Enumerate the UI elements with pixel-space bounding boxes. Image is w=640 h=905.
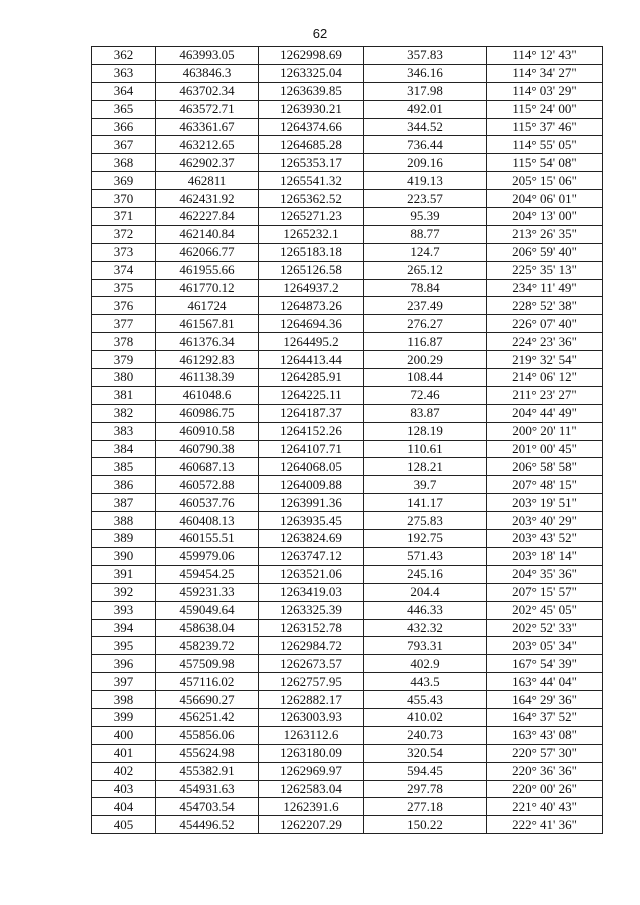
bearing-cell: 114° 34' 27" — [487, 64, 603, 82]
point-number-cell: 374 — [92, 261, 156, 279]
table-row — [92, 637, 603, 655]
table-row — [92, 673, 603, 691]
point-number-cell: 380 — [92, 369, 156, 387]
bearing-cell: 213° 26' 35" — [487, 225, 603, 243]
table-row — [92, 655, 603, 673]
y-coordinate-cell: 1262583.04 — [259, 780, 364, 798]
table-row — [92, 333, 603, 351]
distance-cell: 344.52 — [364, 118, 487, 136]
distance-cell: 736.44 — [364, 136, 487, 154]
x-coordinate-cell: 456251.42 — [156, 708, 259, 726]
point-number-cell: 367 — [92, 136, 156, 154]
x-coordinate-cell: 457116.02 — [156, 673, 259, 691]
bearing-cell: 226° 07' 40" — [487, 315, 603, 333]
point-number-cell: 402 — [92, 762, 156, 780]
distance-cell: 419.13 — [364, 172, 487, 190]
bearing-cell: 203° 18' 14" — [487, 547, 603, 565]
y-coordinate-cell: 1263824.69 — [259, 530, 364, 548]
table-row — [92, 261, 603, 279]
distance-cell: 346.16 — [364, 64, 487, 82]
bearing-cell: 167° 54' 39" — [487, 655, 603, 673]
y-coordinate-cell: 1263747.12 — [259, 547, 364, 565]
x-coordinate-cell: 461048.6 — [156, 386, 259, 404]
bearing-cell: 115° 37' 46" — [487, 118, 603, 136]
bearing-cell: 164° 37' 52" — [487, 708, 603, 726]
x-coordinate-cell: 461138.39 — [156, 369, 259, 387]
x-coordinate-cell: 462902.37 — [156, 154, 259, 172]
bearing-cell: 204° 06' 01" — [487, 190, 603, 208]
distance-cell: 492.01 — [364, 100, 487, 118]
distance-cell: 95.39 — [364, 208, 487, 226]
bearing-cell: 219° 32' 54" — [487, 351, 603, 369]
table-row — [92, 297, 603, 315]
y-coordinate-cell: 1264187.37 — [259, 404, 364, 422]
point-number-cell: 404 — [92, 798, 156, 816]
point-number-cell: 370 — [92, 190, 156, 208]
bearing-cell: 228° 52' 38" — [487, 297, 603, 315]
distance-cell: 357.83 — [364, 47, 487, 65]
y-coordinate-cell: 1262207.29 — [259, 816, 364, 834]
table-row — [92, 82, 603, 100]
y-coordinate-cell: 1265271.23 — [259, 208, 364, 226]
table-row — [92, 315, 603, 333]
point-number-cell: 362 — [92, 47, 156, 65]
y-coordinate-cell: 1262969.97 — [259, 762, 364, 780]
point-number-cell: 387 — [92, 494, 156, 512]
point-number-cell: 365 — [92, 100, 156, 118]
y-coordinate-cell: 1263003.93 — [259, 708, 364, 726]
point-number-cell: 400 — [92, 726, 156, 744]
x-coordinate-cell: 463993.05 — [156, 47, 259, 65]
point-number-cell: 397 — [92, 673, 156, 691]
bearing-cell: 221° 40' 43" — [487, 798, 603, 816]
point-number-cell: 377 — [92, 315, 156, 333]
y-coordinate-cell: 1263930.21 — [259, 100, 364, 118]
y-coordinate-cell: 1264285.91 — [259, 369, 364, 387]
table-row — [92, 64, 603, 82]
x-coordinate-cell: 463572.71 — [156, 100, 259, 118]
table-row — [92, 422, 603, 440]
y-coordinate-cell: 1265541.32 — [259, 172, 364, 190]
point-number-cell: 366 — [92, 118, 156, 136]
x-coordinate-cell: 454703.54 — [156, 798, 259, 816]
table-row — [92, 547, 603, 565]
distance-cell: 116.87 — [364, 333, 487, 351]
y-coordinate-cell: 1262391.6 — [259, 798, 364, 816]
point-number-cell: 389 — [92, 530, 156, 548]
table-row — [92, 100, 603, 118]
y-coordinate-cell: 1265126.58 — [259, 261, 364, 279]
point-number-cell: 391 — [92, 565, 156, 583]
table-row — [92, 744, 603, 762]
y-coordinate-cell: 1264107.71 — [259, 440, 364, 458]
distance-cell: 150.22 — [364, 816, 487, 834]
y-coordinate-cell: 1265183.18 — [259, 243, 364, 261]
x-coordinate-cell: 458638.04 — [156, 619, 259, 637]
x-coordinate-cell: 461955.66 — [156, 261, 259, 279]
bearing-cell: 115° 24' 00" — [487, 100, 603, 118]
point-number-cell: 376 — [92, 297, 156, 315]
x-coordinate-cell: 458239.72 — [156, 637, 259, 655]
y-coordinate-cell: 1263180.09 — [259, 744, 364, 762]
table-row — [92, 404, 603, 422]
table-row — [92, 369, 603, 387]
page-number: 62 — [312, 26, 328, 41]
bearing-cell: 163° 44' 04" — [487, 673, 603, 691]
distance-cell: 192.75 — [364, 530, 487, 548]
bearing-cell: 220° 57' 30" — [487, 744, 603, 762]
x-coordinate-cell: 460408.13 — [156, 512, 259, 530]
y-coordinate-cell: 1264152.26 — [259, 422, 364, 440]
point-number-cell: 396 — [92, 655, 156, 673]
point-number-cell: 371 — [92, 208, 156, 226]
distance-cell: 110.61 — [364, 440, 487, 458]
bearing-cell: 203° 40' 29" — [487, 512, 603, 530]
point-number-cell: 388 — [92, 512, 156, 530]
x-coordinate-cell: 460910.58 — [156, 422, 259, 440]
y-coordinate-cell: 1264937.2 — [259, 279, 364, 297]
bearing-cell: 203° 19' 51" — [487, 494, 603, 512]
y-coordinate-cell: 1263419.03 — [259, 583, 364, 601]
bearing-cell: 204° 13' 00" — [487, 208, 603, 226]
point-number-cell: 405 — [92, 816, 156, 834]
bearing-cell: 224° 23' 36" — [487, 333, 603, 351]
table-row — [92, 172, 603, 190]
table-row — [92, 619, 603, 637]
y-coordinate-cell: 1262757.95 — [259, 673, 364, 691]
point-number-cell: 369 — [92, 172, 156, 190]
table-row — [92, 762, 603, 780]
table-row — [92, 243, 603, 261]
table-row — [92, 118, 603, 136]
distance-cell: 88.77 — [364, 225, 487, 243]
y-coordinate-cell: 1264694.36 — [259, 315, 364, 333]
y-coordinate-cell: 1263152.78 — [259, 619, 364, 637]
table-row — [92, 512, 603, 530]
distance-cell: 245.16 — [364, 565, 487, 583]
bearing-cell: 214° 06' 12" — [487, 369, 603, 387]
bearing-cell: 220° 36' 36" — [487, 762, 603, 780]
table-row — [92, 494, 603, 512]
distance-cell: 141.17 — [364, 494, 487, 512]
distance-cell: 83.87 — [364, 404, 487, 422]
x-coordinate-cell: 460790.38 — [156, 440, 259, 458]
x-coordinate-cell: 463702.34 — [156, 82, 259, 100]
point-number-cell: 390 — [92, 547, 156, 565]
bearing-cell: 204° 35' 36" — [487, 565, 603, 583]
x-coordinate-cell: 455856.06 — [156, 726, 259, 744]
point-number-cell: 392 — [92, 583, 156, 601]
y-coordinate-cell: 1264009.88 — [259, 476, 364, 494]
x-coordinate-cell: 463846.3 — [156, 64, 259, 82]
point-number-cell: 383 — [92, 422, 156, 440]
x-coordinate-cell: 462066.77 — [156, 243, 259, 261]
y-coordinate-cell: 1265232.1 — [259, 225, 364, 243]
distance-cell: 78.84 — [364, 279, 487, 297]
distance-cell: 320.54 — [364, 744, 487, 762]
table-row — [92, 726, 603, 744]
table-row — [92, 691, 603, 709]
table-row — [92, 476, 603, 494]
x-coordinate-cell: 460687.13 — [156, 458, 259, 476]
distance-cell: 594.45 — [364, 762, 487, 780]
x-coordinate-cell: 460537.76 — [156, 494, 259, 512]
bearing-cell: 202° 52' 33" — [487, 619, 603, 637]
distance-cell: 402.9 — [364, 655, 487, 673]
x-coordinate-cell: 460986.75 — [156, 404, 259, 422]
x-coordinate-cell: 457509.98 — [156, 655, 259, 673]
distance-cell: 39.7 — [364, 476, 487, 494]
distance-cell: 317.98 — [364, 82, 487, 100]
table-row — [92, 440, 603, 458]
distance-cell: 108.44 — [364, 369, 487, 387]
x-coordinate-cell: 454496.52 — [156, 816, 259, 834]
bearing-cell: 203° 43' 52" — [487, 530, 603, 548]
bearing-cell: 114° 12' 43" — [487, 47, 603, 65]
bearing-cell: 163° 43' 08" — [487, 726, 603, 744]
coordinates-table — [91, 46, 603, 834]
table-row — [92, 458, 603, 476]
x-coordinate-cell: 459049.64 — [156, 601, 259, 619]
point-number-cell: 364 — [92, 82, 156, 100]
table-row — [92, 351, 603, 369]
y-coordinate-cell: 1264374.66 — [259, 118, 364, 136]
distance-cell: 124.7 — [364, 243, 487, 261]
point-number-cell: 401 — [92, 744, 156, 762]
distance-cell: 128.21 — [364, 458, 487, 476]
y-coordinate-cell: 1263521.06 — [259, 565, 364, 583]
bearing-cell: 201° 00' 45" — [487, 440, 603, 458]
distance-cell: 410.02 — [364, 708, 487, 726]
table-row — [92, 154, 603, 172]
bearing-cell: 222° 41' 36" — [487, 816, 603, 834]
y-coordinate-cell: 1265353.17 — [259, 154, 364, 172]
bearing-cell: 207° 48' 15" — [487, 476, 603, 494]
distance-cell: 277.18 — [364, 798, 487, 816]
table-row — [92, 279, 603, 297]
y-coordinate-cell: 1263325.39 — [259, 601, 364, 619]
table-row — [92, 47, 603, 65]
distance-cell: 223.57 — [364, 190, 487, 208]
distance-cell: 275.83 — [364, 512, 487, 530]
y-coordinate-cell: 1264225.11 — [259, 386, 364, 404]
x-coordinate-cell: 459454.25 — [156, 565, 259, 583]
x-coordinate-cell: 459979.06 — [156, 547, 259, 565]
x-coordinate-cell: 459231.33 — [156, 583, 259, 601]
table-row — [92, 816, 603, 834]
y-coordinate-cell: 1263325.04 — [259, 64, 364, 82]
bearing-cell: 211° 23' 27" — [487, 386, 603, 404]
distance-cell: 265.12 — [364, 261, 487, 279]
table-row — [92, 190, 603, 208]
y-coordinate-cell: 1263991.36 — [259, 494, 364, 512]
x-coordinate-cell: 455382.91 — [156, 762, 259, 780]
point-number-cell: 399 — [92, 708, 156, 726]
bearing-cell: 200° 20' 11" — [487, 422, 603, 440]
point-number-cell: 395 — [92, 637, 156, 655]
distance-cell: 276.27 — [364, 315, 487, 333]
point-number-cell: 381 — [92, 386, 156, 404]
x-coordinate-cell: 455624.98 — [156, 744, 259, 762]
table-row — [92, 386, 603, 404]
distance-cell: 200.29 — [364, 351, 487, 369]
table-row — [92, 601, 603, 619]
bearing-cell: 204° 44' 49" — [487, 404, 603, 422]
bearing-cell: 203° 05' 34" — [487, 637, 603, 655]
y-coordinate-cell: 1262998.69 — [259, 47, 364, 65]
y-coordinate-cell: 1264873.26 — [259, 297, 364, 315]
distance-cell: 443.5 — [364, 673, 487, 691]
distance-cell: 240.73 — [364, 726, 487, 744]
distance-cell: 432.32 — [364, 619, 487, 637]
distance-cell: 209.16 — [364, 154, 487, 172]
x-coordinate-cell: 462140.84 — [156, 225, 259, 243]
table-row — [92, 708, 603, 726]
y-coordinate-cell: 1263112.6 — [259, 726, 364, 744]
x-coordinate-cell: 454931.63 — [156, 780, 259, 798]
y-coordinate-cell: 1264413.44 — [259, 351, 364, 369]
bearing-cell: 207° 15' 57" — [487, 583, 603, 601]
point-number-cell: 375 — [92, 279, 156, 297]
bearing-cell: 164° 29' 36" — [487, 691, 603, 709]
bearing-cell: 206° 59' 40" — [487, 243, 603, 261]
y-coordinate-cell: 1262984.72 — [259, 637, 364, 655]
coordinates-table-body — [92, 47, 603, 834]
table-row — [92, 780, 603, 798]
distance-cell: 446.33 — [364, 601, 487, 619]
point-number-cell: 372 — [92, 225, 156, 243]
bearing-cell: 225° 35' 13" — [487, 261, 603, 279]
point-number-cell: 382 — [92, 404, 156, 422]
distance-cell: 571.43 — [364, 547, 487, 565]
x-coordinate-cell: 461724 — [156, 297, 259, 315]
table-row — [92, 208, 603, 226]
y-coordinate-cell: 1263935.45 — [259, 512, 364, 530]
point-number-cell: 368 — [92, 154, 156, 172]
point-number-cell: 393 — [92, 601, 156, 619]
point-number-cell: 363 — [92, 64, 156, 82]
table-row — [92, 225, 603, 243]
x-coordinate-cell: 461292.83 — [156, 351, 259, 369]
bearing-cell: 234° 11' 49" — [487, 279, 603, 297]
point-number-cell: 385 — [92, 458, 156, 476]
table-row — [92, 530, 603, 548]
bearing-cell: 205° 15' 06" — [487, 172, 603, 190]
y-coordinate-cell: 1265362.52 — [259, 190, 364, 208]
table-row — [92, 565, 603, 583]
y-coordinate-cell: 1264068.05 — [259, 458, 364, 476]
y-coordinate-cell: 1262882.17 — [259, 691, 364, 709]
point-number-cell: 384 — [92, 440, 156, 458]
table-row — [92, 583, 603, 601]
x-coordinate-cell: 463212.65 — [156, 136, 259, 154]
bearing-cell: 220° 00' 26" — [487, 780, 603, 798]
point-number-cell: 373 — [92, 243, 156, 261]
distance-cell: 128.19 — [364, 422, 487, 440]
point-number-cell: 386 — [92, 476, 156, 494]
table-row — [92, 798, 603, 816]
bearing-cell: 115° 54' 08" — [487, 154, 603, 172]
x-coordinate-cell: 463361.67 — [156, 118, 259, 136]
x-coordinate-cell: 456690.27 — [156, 691, 259, 709]
distance-cell: 72.46 — [364, 386, 487, 404]
point-number-cell: 379 — [92, 351, 156, 369]
table-row — [92, 136, 603, 154]
point-number-cell: 394 — [92, 619, 156, 637]
bearing-cell: 202° 45' 05" — [487, 601, 603, 619]
point-number-cell: 398 — [92, 691, 156, 709]
point-number-cell: 378 — [92, 333, 156, 351]
distance-cell: 204.4 — [364, 583, 487, 601]
x-coordinate-cell: 462227.84 — [156, 208, 259, 226]
x-coordinate-cell: 461770.12 — [156, 279, 259, 297]
x-coordinate-cell: 460572.88 — [156, 476, 259, 494]
y-coordinate-cell: 1264495.2 — [259, 333, 364, 351]
distance-cell: 793.31 — [364, 637, 487, 655]
x-coordinate-cell: 461567.81 — [156, 315, 259, 333]
distance-cell: 297.78 — [364, 780, 487, 798]
distance-cell: 237.49 — [364, 297, 487, 315]
x-coordinate-cell: 460155.51 — [156, 530, 259, 548]
bearing-cell: 114° 03' 29" — [487, 82, 603, 100]
bearing-cell: 114° 55' 05" — [487, 136, 603, 154]
distance-cell: 455.43 — [364, 691, 487, 709]
x-coordinate-cell: 461376.34 — [156, 333, 259, 351]
y-coordinate-cell: 1262673.57 — [259, 655, 364, 673]
x-coordinate-cell: 462811 — [156, 172, 259, 190]
y-coordinate-cell: 1264685.28 — [259, 136, 364, 154]
x-coordinate-cell: 462431.92 — [156, 190, 259, 208]
bearing-cell: 206° 58' 58" — [487, 458, 603, 476]
point-number-cell: 403 — [92, 780, 156, 798]
y-coordinate-cell: 1263639.85 — [259, 82, 364, 100]
